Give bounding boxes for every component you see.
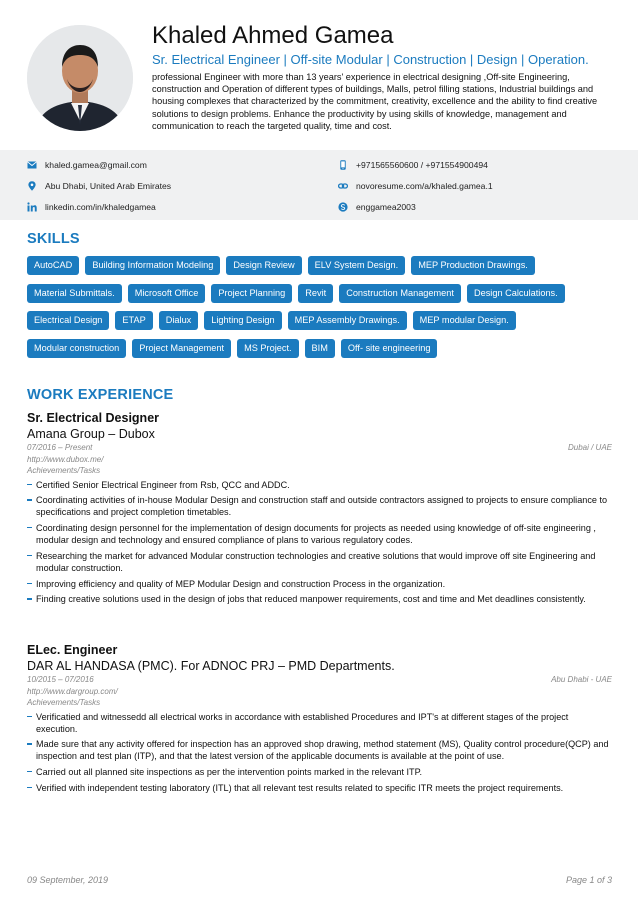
list-item: Coordinating activities of in-house Modular Design and construction staff and outside contractors assigned to projects to ensure compliance to specifications and project completion timetables. <box>27 494 612 518</box>
job-entry <box>27 643 612 798</box>
skill-tag: MEP Production Drawings. <box>411 256 535 275</box>
skill-tag: Modular construction <box>27 339 126 358</box>
skill-tag: MS Project. <box>237 339 298 358</box>
map-pin-icon <box>27 181 37 191</box>
page-footer <box>27 875 612 885</box>
contact-location <box>27 179 171 193</box>
job-company: DAR AL HANDASA (PMC). For ADNOC PRJ – PMD Departments. <box>27 659 395 673</box>
link-icon <box>338 181 348 191</box>
skill-tag: Project Management <box>132 339 231 358</box>
profile-photo <box>27 25 133 131</box>
skills-heading: SKILLS <box>27 231 80 247</box>
job-title: ELec. Engineer <box>27 643 118 657</box>
contact-email[interactable] <box>27 158 147 172</box>
list-item: Carried out all planned site inspections as per the intervention points marked in the relevant ITP. <box>27 766 612 778</box>
job-dates: 10/2015 – 07/2016 <box>27 675 94 684</box>
skill-tag: Electrical Design <box>27 311 109 330</box>
job-url[interactable]: http://www.dargroup.com/ <box>27 686 118 696</box>
skill-tag: Design Calculations. <box>467 284 565 303</box>
skill-tag: Lighting Design <box>204 311 281 330</box>
location-text: Abu Dhabi, United Arab Emirates <box>45 181 172 191</box>
contact-bar <box>0 150 638 220</box>
skill-tag: ELV System Design. <box>308 256 406 275</box>
skill-tag: Dialux <box>159 311 199 330</box>
skill-tag: Project Planning <box>211 284 292 303</box>
contact-website[interactable] <box>338 179 493 193</box>
envelope-icon <box>27 160 37 170</box>
email-text: khaled.gamea@gmail.com <box>45 160 147 170</box>
phone-text: +971565560600 / +971554900494 <box>356 160 488 170</box>
linkedin-icon <box>27 202 37 212</box>
job-bullets <box>27 479 612 606</box>
work-experience-heading: WORK EXPERIENCE <box>27 387 174 403</box>
skill-tag: Revit <box>298 284 333 303</box>
contact-phone[interactable] <box>338 158 488 172</box>
profile-summary: professional Engineer with more than 13 years' experience in electrical designing ,Off-site Engineering, construction and Operation of different types of buildings, Malls, petrol filling stations, Industrial buildings and housing complexes that characterized by the commitment, creativity, excellence and the ability to find creative solutions to design problems. Enhance the productivity by using skills of knowledge, management and communication to reach the targeted quality, time and cost. <box>152 72 598 131</box>
list-item: Verified with independent testing laboratory (ITL) that all relevant test results related to specific ITR meets the project requirements. <box>27 782 612 794</box>
skill-tag: AutoCAD <box>27 256 79 275</box>
skill-tag: Microsoft Office <box>128 284 206 303</box>
job-meta <box>27 442 612 477</box>
skill-row <box>27 311 617 330</box>
list-item: Coordinating design personnel for the implementation of design documents for projects as needed using knowledge of off-site engineering , modular design and technology and ensured compliance of plans to various regulatory codes. <box>27 522 612 546</box>
skill-tag: Off- site engineering <box>341 339 438 358</box>
job-entry <box>27 411 612 609</box>
skills-list <box>27 256 617 366</box>
skill-tag: ETAP <box>115 311 152 330</box>
job-meta <box>27 674 612 709</box>
skill-row <box>27 256 617 275</box>
skill-tag: Design Review <box>226 256 301 275</box>
job-url[interactable]: http://www.dubox.me/ <box>27 454 104 464</box>
candidate-name: Khaled Ahmed Gamea <box>152 22 394 49</box>
list-item: Certified Senior Electrical Engineer from Rsb, QCC and ADDC. <box>27 479 612 491</box>
list-item: Verificatied and witnessedd all electrical works in accordance with established Procedures and IPT's at different stages of the project execution. <box>27 711 612 735</box>
skill-tag: Material Submittals. <box>27 284 122 303</box>
mobile-phone-icon <box>338 160 348 170</box>
skill-tag: MEP modular Design. <box>413 311 516 330</box>
linkedin-text: linkedin.com/in/khaledgamea <box>45 202 156 212</box>
skill-tag: Construction Management <box>339 284 461 303</box>
website-text: novoresume.com/a/khaled.gamea.1 <box>356 181 493 191</box>
achievements-label: Achievements/Tasks <box>27 698 101 707</box>
contact-linkedin[interactable] <box>27 200 156 214</box>
list-item: Researching the market for advanced Modular construction technologies and creative solutions that would improve off site Engineering and modular construction. <box>27 550 612 574</box>
achievements-label: Achievements/Tasks <box>27 466 101 475</box>
contact-skype[interactable] <box>338 200 416 214</box>
skill-tag: MEP Assembly Drawings. <box>288 311 407 330</box>
skype-text: enggamea2003 <box>356 202 416 212</box>
page-number: Page 1 of 3 <box>565 875 612 885</box>
list-item: Finding creative solutions used in the design of jobs that reduced manpower requirements, cost and time and Met deadlines consistently. <box>27 593 612 605</box>
footer-date: 09 September, 2019 <box>27 875 109 885</box>
list-item: Made sure that any activity offered for inspection has an approved shop drawing, method statement (MS), Quality control procedure(QCP) and inspection and test plan (ITP), and that the latest version of the applicable documents is available at the point of use. <box>27 738 612 762</box>
job-title: Sr. Electrical Designer <box>27 411 160 425</box>
list-item: Improving efficiency and quality of MEP Modular Design and construction Process in the organization. <box>27 578 612 590</box>
skill-tag: Building Information Modeling <box>85 256 220 275</box>
job-dates: 07/2016 – Present <box>27 443 93 452</box>
job-location: Abu Dhabi - UAE <box>551 675 612 684</box>
candidate-tagline: Sr. Electrical Engineer | Off-site Modular | Construction | Design | Operation. <box>152 52 589 67</box>
job-company: Amana Group – Dubox <box>27 427 155 441</box>
skill-row <box>27 339 617 358</box>
job-location: Dubai / UAE <box>567 443 612 452</box>
resume-header <box>0 0 638 150</box>
skill-tag: BIM <box>305 339 335 358</box>
job-bullets <box>27 711 612 794</box>
skype-icon <box>338 202 348 212</box>
skill-row <box>27 284 617 303</box>
person-portrait-icon <box>27 25 133 131</box>
